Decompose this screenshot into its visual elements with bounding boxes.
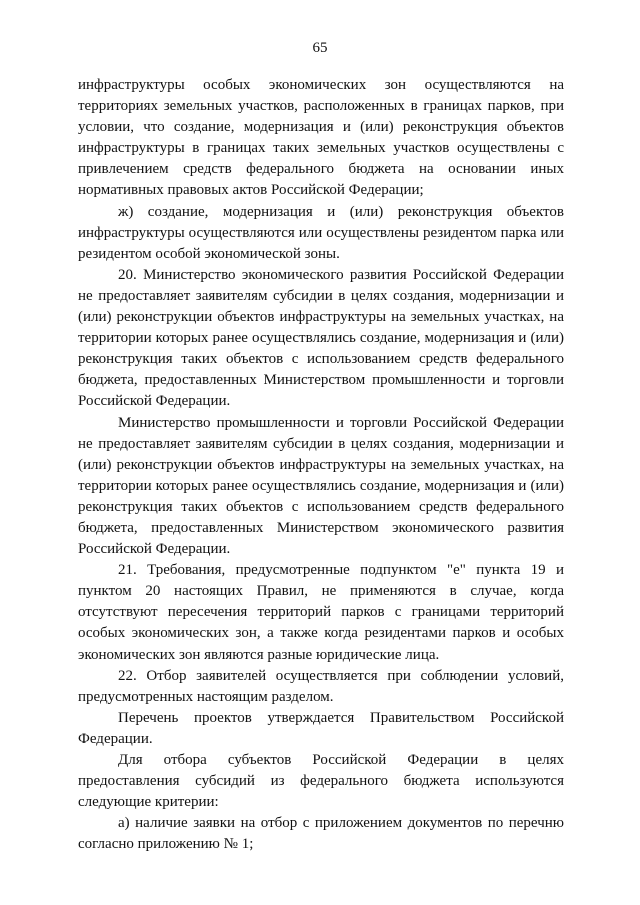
paragraph-clause-21: 21. Требования, предусмотренные подпунктом "е" пункта 19 и пунктом 20 настоящих Правил, не применяются в случае, когда отсутствуют пересечения территорий парков с границами территорий особых экономических зон, а также когда резидентами парков и особых экономических зон являются разные юридические лица. [78, 562, 564, 663]
paragraph-infrastructure-continuation: инфраструктуры особых экономических зон осуществляются на территориях земельных участков, расположенных в границах парков, при условии, что создание, модернизация и (или) реконструкция объектов инфраструктуры в границах таких земельных участков осуществлены с привлечением средств федерального бюджета на основании иных нормативных правовых актов Российской Федерации; [78, 77, 564, 199]
paragraph-clause-22: 22. Отбор заявителей осуществляется при соблюдении условий, предусмотренных настоящим разделом. [78, 667, 564, 705]
paragraph-minpromtorg: Министерство промышленности и торговли Российской Федерации не предоставляет заявителям субсидии в целях создания, модернизации и (или) реконструкции объектов инфраструктуры на земельных участках, на территории которых ранее осуществлялись создание, модернизация и (или) реконструкция таких объектов с использованием средств федерального бюджета, предоставленных Министерством экономического развития Российской Федерации. [78, 414, 564, 558]
paragraph-criterion-a: а) наличие заявки на отбор с приложением документов по перечню согласно приложению № 1; [78, 815, 564, 853]
paragraph-clause-20: 20. Министерство экономического развития Российской Федерации не предоставляет заявителям субсидии в целях создания, модернизации и (или) реконструкции объектов инфраструктуры на земельных участках, на территории которых ранее осуществлялись создание, модернизация и (или) реконструкция таких объектов с использованием средств федерального бюджета, предоставленных Министерством промышленности и торговли Российской Федерации. [78, 266, 564, 410]
paragraph-project-list: Перечень проектов утверждается Правительством Российской Федерации. [78, 709, 564, 747]
document-body [78, 75, 564, 855]
paragraph-item-zh: ж) создание, модернизация и (или) реконструкция объектов инфраструктуры осуществляются или осуществлены резидентом парка или резидентом особой экономической зоны. [78, 203, 564, 262]
paragraph-selection-criteria: Для отбора субъектов Российской Федерации в целях предоставления субсидий из федерального бюджета используются следующие критерии: [78, 752, 564, 811]
page-number: 65 [312, 40, 328, 56]
